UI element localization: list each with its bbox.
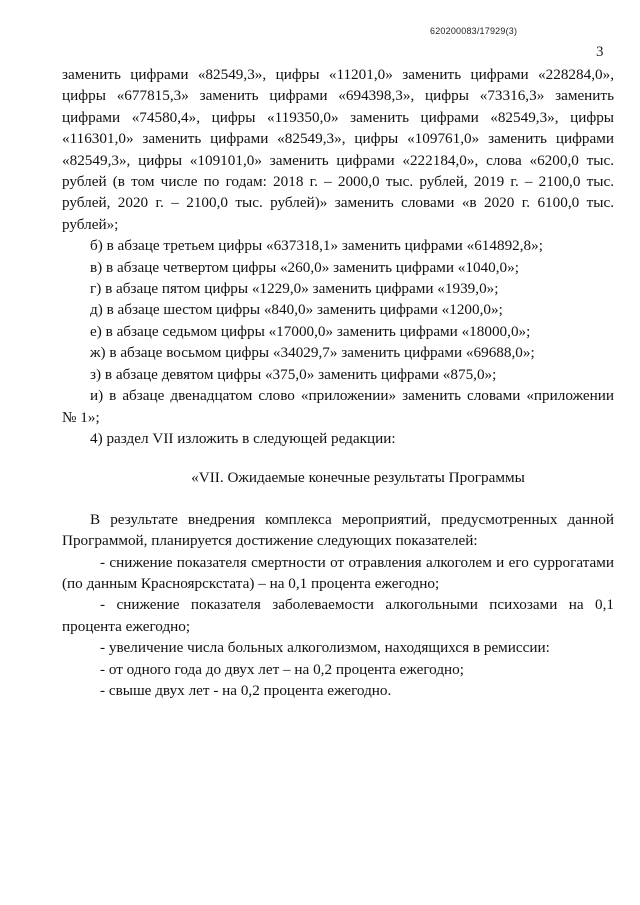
list-item-b: б) в абзаце третьем цифры «637318,1» заменить цифрами «614892,8»; <box>90 237 543 255</box>
page-number: 3 <box>596 44 604 60</box>
paragraph-continuation: заменить цифрами «82549,3», цифры «11201,0» заменить цифрами «228284,0», цифры «677815,3» заменить цифрами «694398,3», цифры «73316,3» заменить цифрами «74580,4», цифры «119350,0» заменить цифрами «82549,3», цифры «116301,0» заменить цифрами «82549,3», цифры «109761,0» заменить цифрами «82549,3», цифры «109101,0» заменить цифрами «222184,0», слова «6200,0 тыс. рублей (в том числе по годам: 2018 г. – 2000,0 тыс. рублей, 2019 г. – 2100,0 тыс. рублей, 2020 г. – 2100,0 тыс. рублей)» заменить словами «в 2020 г. 6100,0 тыс. рублей»; <box>62 66 614 233</box>
list-item-v: в) в абзаце четвертом цифры «260,0» заменить цифрами «1040,0»; <box>90 258 519 276</box>
list-item-g: г) в абзаце пятом цифры «1229,0» заменить цифрами «1939,0»; <box>90 280 499 298</box>
result-item-over-two-years: - свыше двух лет - на 0,2 процента ежегодно. <box>100 681 392 699</box>
list-item-z: з) в абзаце девятом цифры «375,0» заменить цифрами «875,0»; <box>90 365 497 383</box>
result-item-one-to-two-years: - от одного года до двух лет – на 0,2 процента ежегодно; <box>100 660 464 678</box>
result-item-mortality: - снижение показателя смертности от отравления алкоголем и его суррогатами (по данным Красноярскстата) – на 0,1 процента ежегодно; <box>62 553 614 592</box>
list-item-zh: ж) в абзаце восьмом цифры «34029,7» заменить цифрами «69688,0»; <box>90 344 535 362</box>
list-item-d: д) в абзаце шестом цифры «840,0» заменить цифрами «1200,0»; <box>90 301 503 319</box>
list-item-i: и) в абзаце двенадцатом слово «приложении» заменить словами «приложении № 1»; <box>62 387 614 426</box>
results-intro: В результате внедрения комплекса мероприятий, предусмотренных данной Программой, планируется достижение следующих показателей: <box>62 510 614 550</box>
list-item-4: 4) раздел VII изложить в следующей редакции: <box>90 429 396 447</box>
result-item-remission: - увеличение числа больных алкоголизмом, находящихся в ремиссии: <box>100 639 550 657</box>
section-title: «VII. Ожидаемые конечные результаты Программы <box>191 469 525 487</box>
document-body <box>62 64 614 701</box>
result-item-psychosis: - снижение показателя заболеваемости алкогольными психозами на 0,1 процента ежегодно; <box>62 596 614 635</box>
list-item-e: е) в абзаце седьмом цифры «17000,0» заменить цифрами «18000,0»; <box>90 322 531 340</box>
document-number: 620200083/17929(3) <box>430 26 518 36</box>
